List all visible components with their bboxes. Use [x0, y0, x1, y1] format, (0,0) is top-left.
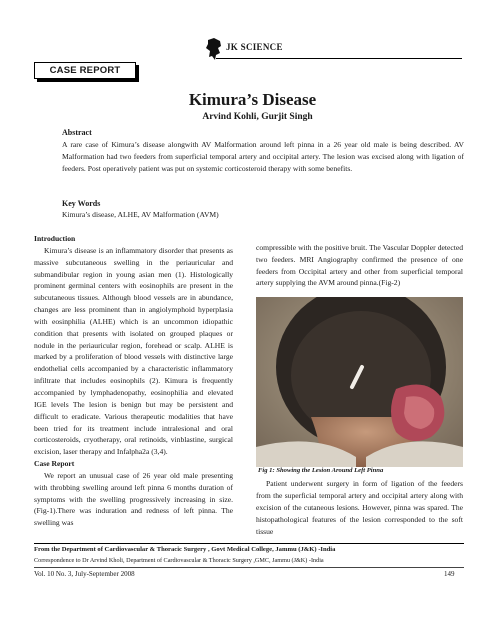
- article-title: Kimura’s Disease: [188, 90, 317, 109]
- section-label-badge: CASE REPORT: [34, 62, 136, 79]
- journal-logo-icon: [205, 38, 223, 60]
- introduction-text: Kimura’s disease is an inflammatory disorder that presents as massive subcutaneous swelling in the periauricular and submandibular region in young asian men (1). Histologically prominent germinal centers with eosinophils are present in the subcutaneous tissues. Although blood vessels are in abundance, changes are less prominent than in angiolymphoid hyperplasia with eosinphilia (ALHE) which is an uncommon idiopathic condition that presents with isolated on grouped plaques or nodule in the periauricular region, forehead or scalp. ALHE is marked by a proliferation of blood vessels with distinctive large endothelial cells accompanied by a characteristic inflammatory infiltrate that includes eosinophils (2). Kimura is frequently accompanied by lymphadenopathy, eosinophilia and elevated IGE levels The lesion is benign but may be persistent and difficult to eradicate. Various therapeutic modalities that have been tried for its treatment include intralesional and oral corticosteroids, cryotherapy, oral retinoids, vinblastine, surgical excision, laser therapy and Infalpha2a (3,4).: [34, 245, 233, 457]
- abstract-heading: Abstract: [62, 128, 92, 137]
- left-column: [34, 233, 233, 529]
- right-column-top-text: compressible with the positive bruit. The Vascular Doppler detected two feeders. MRI Angiography confirmed the presence of one feeders from Occipital artery and other from superficial temporal artery supplying the AVM around pinna.(Fig-2): [256, 243, 463, 288]
- abstract-text: A rare case of Kimura’s disease alongwith AV Malformation around left pinna in a 26 year old male is being described. AV Malformation had two feeders from superficial temporal artery and occipital artery. The lesion was excised along with ligation of feeders. Post operatively patient was put on systemic corticosteroid therapy with some benefits.: [62, 140, 464, 173]
- page-number: 149: [444, 570, 455, 578]
- right-column-bottom-text: Patient underwent surgery in form of ligation of the feeders from the superficial temporal artery and occipital artery along with excision of the cutaneous lesions. However, pinna was spared. The histopathological features of the lesion corresponded to the soft tissue: [256, 479, 463, 536]
- correspondence-note: Correspondence to Dr Arvind Kholi, Department of Cardiovascular & Thoracic Surgery ,GMC, Jammu (J&K) -India: [34, 557, 324, 564]
- page-footer-rule: [34, 567, 464, 568]
- case-report-heading: Case Report: [34, 459, 75, 469]
- affiliation-note: From the Department of Cardiovascular & Thoracic Surgery , Govt Medical College, Jammu (J&K) -India: [34, 546, 336, 553]
- case-report-text: We report an unusual case of 26 year old male presenting with throbbing swelling around left pinna 6 months duration of symptoms with the swelling progressively increasing in size.(Fig-1).There was induration and redness of left pinna. The swelling was: [34, 470, 233, 528]
- keywords-heading: Key Words: [62, 199, 101, 208]
- volume-info: Vol. 10 No. 3, July-September 2008: [34, 570, 135, 578]
- header-rule: [216, 58, 462, 59]
- keywords-text: Kimura’s disease, ALHE, AV Malformation (AVM): [62, 210, 219, 219]
- footer-rule: [34, 543, 464, 544]
- article-authors: Arvind Kohli, Gurjit Singh: [202, 112, 313, 122]
- figure-caption: Fig 1: Showing the Lesion Around Left Pinna: [258, 467, 384, 474]
- clinical-photo-figure: [256, 297, 463, 467]
- journal-name: JK SCIENCE: [226, 42, 283, 52]
- introduction-heading: Introduction: [34, 234, 76, 243]
